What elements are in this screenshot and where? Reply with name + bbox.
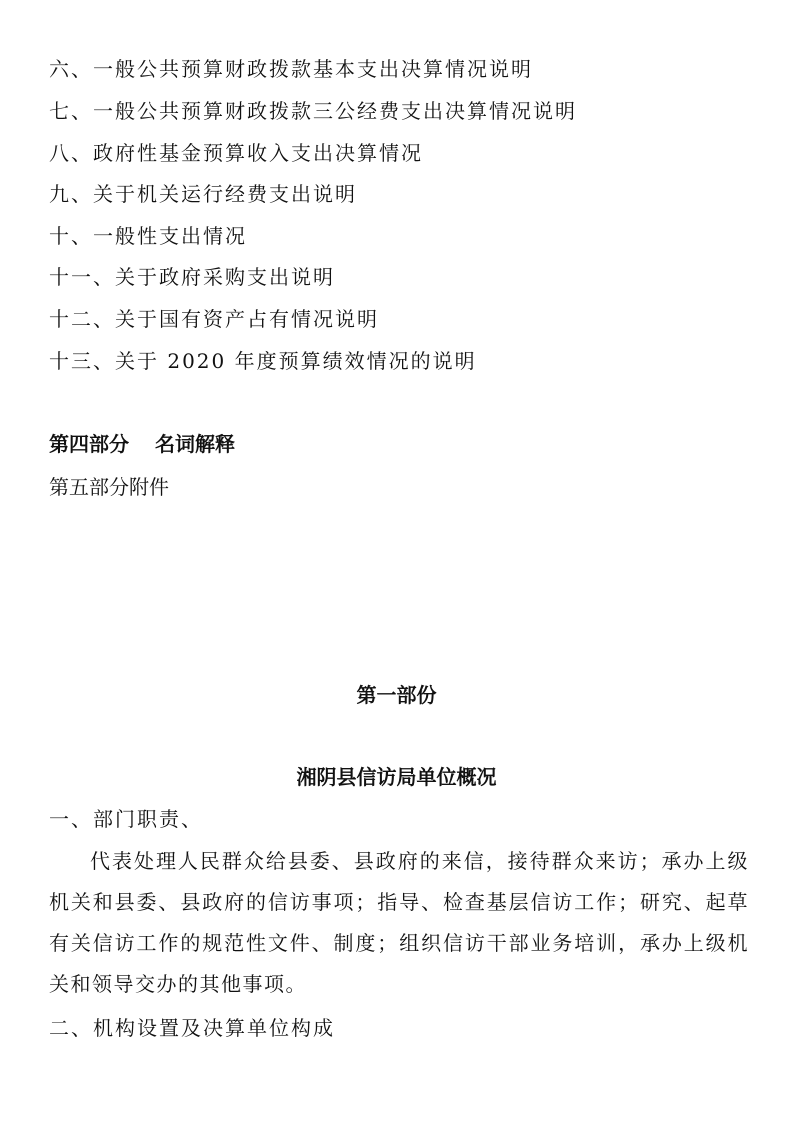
toc-item-7: 七、一般公共预算财政拨款三公经费支出决算情况说明 — [49, 99, 577, 123]
section-duties-body: 代表处理人民群众给县委、县政府的来信，接待群众来访；承办上级机关和县委、县政府的信访事项；指导、检查基层信访工作；研究、起草有关信访工作的规范性文件、制度；组织信访干部业务培训，承办上级机关和领导交办的其他事项。 — [49, 849, 749, 996]
section-structure-title: 二、机构设置及决算单位构成 — [49, 1016, 335, 1040]
toc-item-12: 十二、关于国有资产占有情况说明 — [49, 307, 379, 331]
toc-item-9: 九、关于机关运行经费支出说明 — [49, 182, 357, 206]
section-duties-title: 一、部门职责、 — [49, 807, 203, 831]
part4-heading — [49, 432, 235, 456]
toc-item-10: 十、一般性支出情况 — [49, 224, 247, 248]
part4-title: 名词解释 — [155, 432, 235, 456]
part5-heading: 第五部分附件 — [49, 475, 169, 499]
unit-overview-title: 湘阴县信访局单位概况 — [296, 765, 497, 789]
toc-item-6: 六、一般公共预算财政拨款基本支出决算情况说明 — [49, 57, 533, 81]
part1-heading: 第一部份 — [356, 683, 437, 707]
part4-label: 第四部分 — [49, 432, 129, 456]
toc-item-13: 十三、关于 2020 年度预算绩效情况的说明 — [49, 349, 477, 373]
toc-item-11: 十一、关于政府采购支出说明 — [49, 265, 335, 289]
toc-item-8: 八、政府性基金预算收入支出决算情况 — [49, 141, 423, 165]
